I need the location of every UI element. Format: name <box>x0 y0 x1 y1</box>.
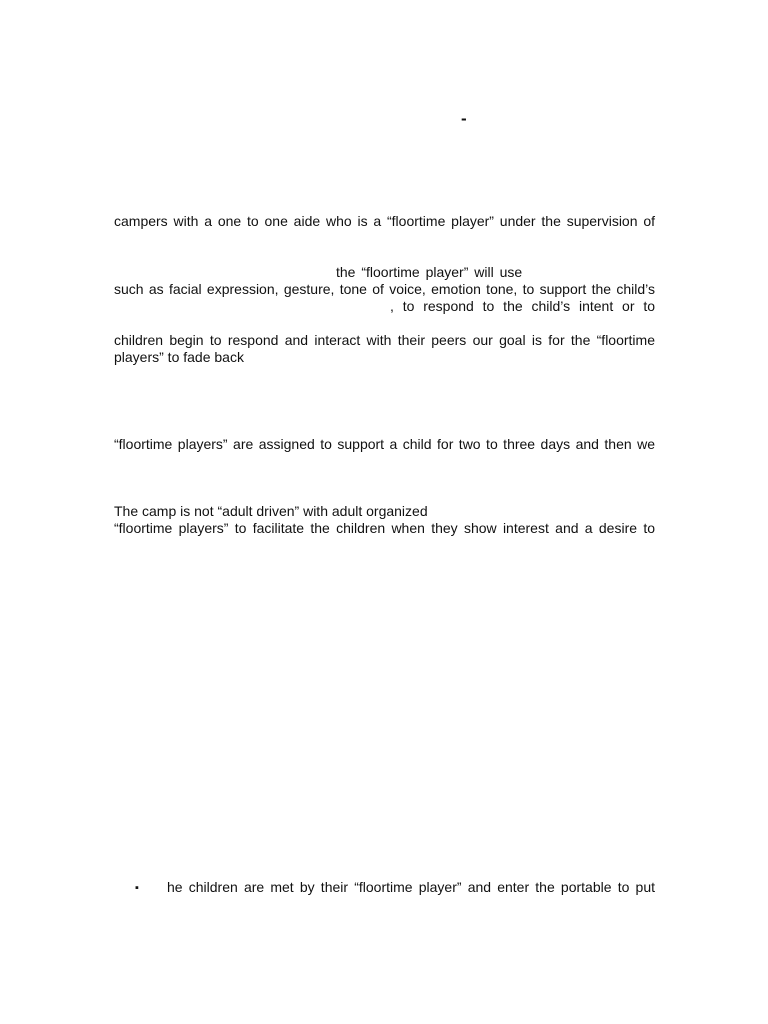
paragraph-respond-line: children begin to respond and interact with their peers our goal is for the “floortime <box>114 332 655 348</box>
bullet-marker: ▪ <box>135 882 139 894</box>
paragraph-assigned-line: “floortime players” are assigned to support a child for two to three days and then we <box>114 436 655 452</box>
bullet-item-children-met: he children are met by their “floortime player” and enter the portable to put <box>167 879 655 895</box>
paragraph-floortime-use-line: the “floortime player” will use <box>336 264 523 280</box>
paragraph-supervision-line: campers with a one to one aide who is a “floortime player” under the supervision of <box>114 213 655 229</box>
paragraph-fade-back-line: players” to fade back <box>114 349 244 365</box>
title-dash: - <box>461 109 467 128</box>
paragraph-intent-line: , to respond to the child’s intent or to <box>390 298 655 314</box>
paragraph-facilitate-line: “floortime players” to facilitate the children when they show interest and a desire to <box>114 520 655 536</box>
paragraph-adult-driven-line: The camp is not “adult driven” with adult organized <box>114 503 428 519</box>
paragraph-expression-line: such as facial expression, gesture, tone of voice, emotion tone, to support the child’s <box>114 281 655 297</box>
